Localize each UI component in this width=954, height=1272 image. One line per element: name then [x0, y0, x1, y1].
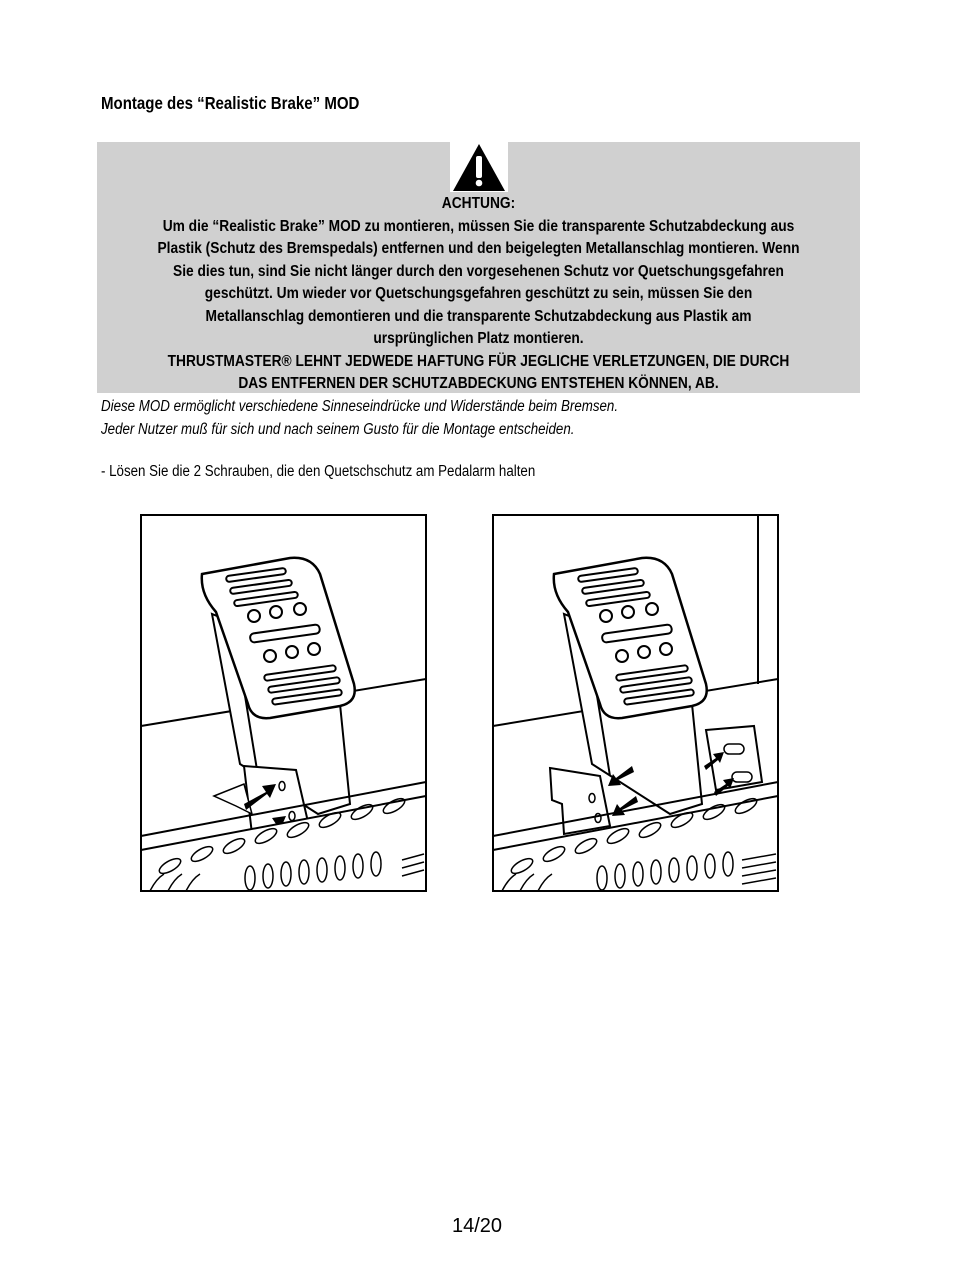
warning-body-line: ursprünglichen Platz montieren. — [373, 330, 584, 347]
warning-body-line: Metallanschlag demontieren und die transparente Schutzabdeckung aus Plastik am — [205, 307, 752, 325]
note-line: Jeder Nutzer muß für sich und nach seinem Gusto für die Montage entscheiden. — [101, 420, 575, 438]
warning-disclaimer-line: DAS ENTFERNEN DER SCHUTZABDECKUNG ENTSTEHEN KÖNNEN, AB. — [238, 375, 719, 392]
warning-heading: ACHTUNG: — [441, 195, 516, 212]
warning-body-line: Plastik (Schutz des Bremspedals) entfernen und den beigelegten Metallanschlag montieren. Wenn — [157, 240, 800, 257]
figure-install-metal-stop — [492, 514, 779, 892]
note-line: Diese MOD ermöglicht verschiedene Sinneseindrücke und Widerstände beim Bremsen. — [101, 398, 619, 415]
warning-body-line: Um die “Realistic Brake” MOD zu montieren, müssen Sie die transparente Schutzabdeckung aus — [162, 217, 795, 235]
warning-triangle-icon — [450, 142, 508, 192]
page-number: 14/20 — [451, 1215, 503, 1237]
section-title: Montage des “Realistic Brake” MOD — [101, 93, 360, 113]
warning-body-line: Sie dies tun, sind Sie nicht länger durch den vorgesehenen Schutz vor Quetschungsgefahren — [173, 262, 784, 280]
figure-remove-screws — [140, 514, 427, 892]
mod-notes — [101, 396, 618, 441]
warning-box — [97, 142, 860, 393]
step-instruction: - Lösen Sie die 2 Schrauben, die den Quetschschutz am Pedalarm halten — [101, 463, 536, 480]
warning-disclaimer-line: THRUSTMASTER® LEHNT JEDWEDE HAFTUNG FÜR JEGLICHE VERLETZUNGEN, DIE DURCH — [167, 352, 790, 370]
warning-body-line: geschützt. Um wieder vor Quetschungsgefahren geschützt zu sein, müssen Sie den — [204, 285, 753, 302]
